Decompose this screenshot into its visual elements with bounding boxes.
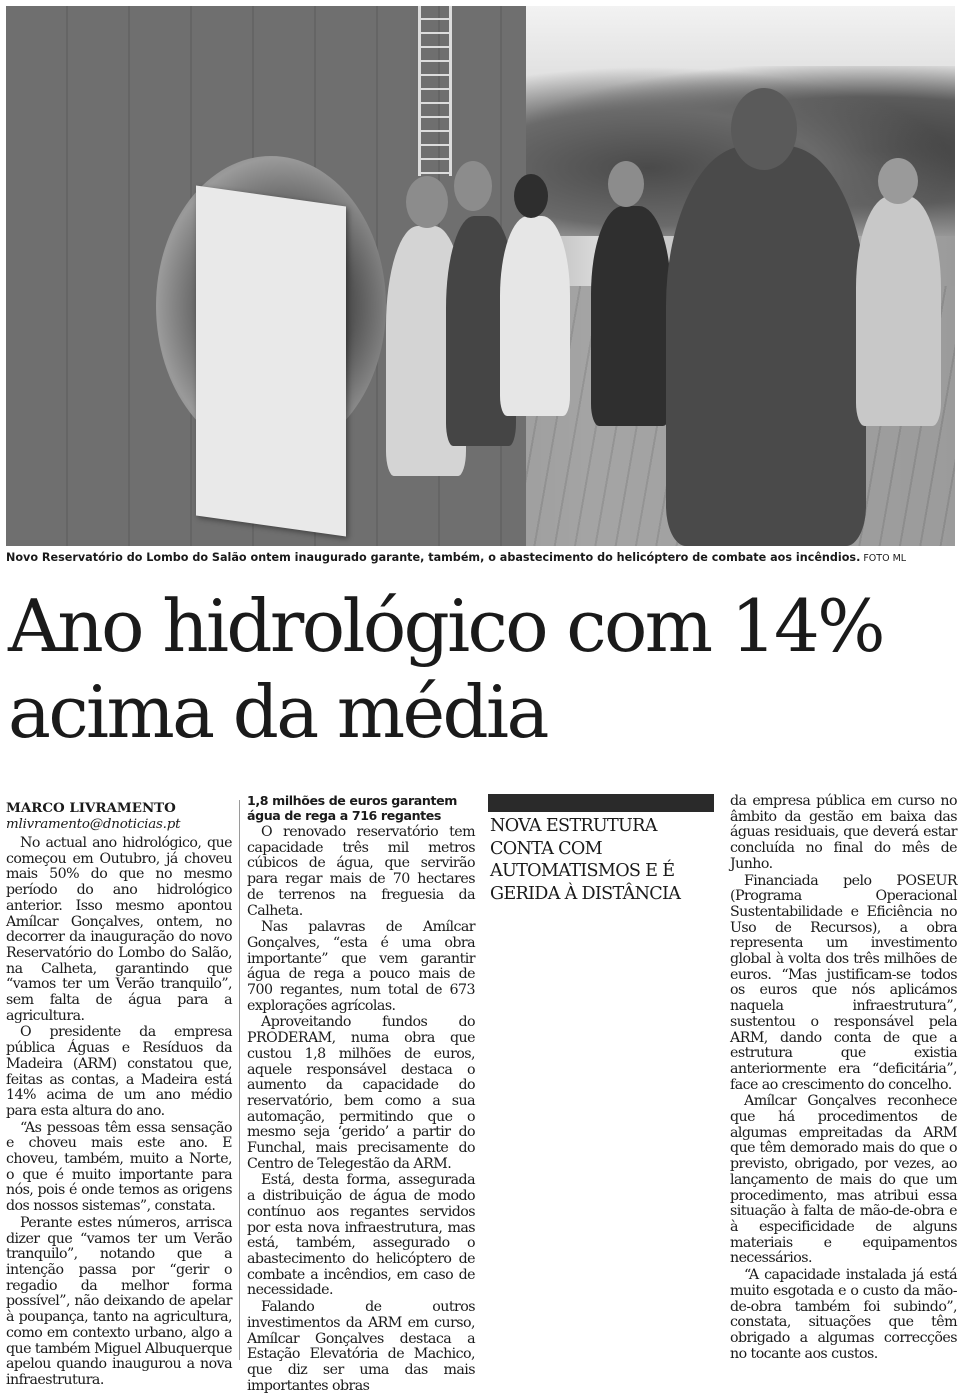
paragraph: Está, desta forma, assegurada a distribuição de água de modo contínuo aos regantes servidos por esta nova infraestrutura, mas está, também, assegurado o abastecimento do helicóptero de combate a incêndios, em caso de necessidade.: [247, 1172, 475, 1299]
photo-person-head: [454, 161, 492, 211]
headline: Ano hidrológico com 14% acima da média: [8, 584, 883, 754]
paragraph: O renovado reservatório tem capacidade três mil metros cúbicos de água, que servirão para regar mais de 70 hectares de terrenos na freguesia da Calheta.: [247, 824, 475, 919]
paragraph: Falando de outros investimentos da ARM em curso, Amílcar Gonçalves destaca a Estação Elevatória de Machico, que diz ser uma das mais importantes obras: [247, 1299, 475, 1394]
author-name: MARCO LIVRAMENTO: [6, 800, 176, 816]
caption-text: Novo Reservatório do Lombo do Salão ontem inaugurado garante, também, o abastecimento do helicóptero de combate aos incêndios.: [6, 551, 861, 564]
photo-person-head: [608, 161, 644, 207]
photo-ladder: [418, 6, 452, 176]
photo-person: [666, 146, 866, 546]
paragraph: O presidente da empresa pública Águas e Resíduos da Madeira (ARM) constatou que, feitas as contas, a Madeira está 14% acima de um ano médio para esta altura do ano.: [6, 1024, 232, 1119]
photo-caption: [6, 551, 955, 564]
photo-plaque-board: [196, 185, 346, 536]
paragraph: “A capacidade instalada já está muito esgotada e o custo da mão-de-obra também foi subindo”, constata, situações que têm obrigado a algumas correcções no tocante aos custos.: [730, 1267, 957, 1362]
author-email[interactable]: mlivramento@dnoticias.pt: [6, 817, 181, 832]
pull-quote: [488, 794, 714, 905]
paragraph: da empresa pública em curso no âmbito da gestão em baixa das águas residuais, que deverá estar concluída no final do mês de Junho.: [730, 793, 957, 872]
photo-person-head: [878, 158, 918, 204]
news-photo: [6, 6, 955, 546]
paragraph: No actual ano hidrológico, que começou em Outubro, já choveu mais 50% do que no mesmo período do ano hidrológico anterior. Isso mesmo apontou Amílcar Gonçalves, ontem, no decorrer da inauguração do novo Reservatório do Lombo do Salão, na Calheta, garantindo que “vamos ter um Verão tranquilo”, sem falta de água para a agricultura.: [6, 835, 232, 1024]
pull-quote-text: NOVA ESTRUTURA CONTA COM AUTOMATISMOS E É GERIDA À DISTÂNCIA: [490, 816, 681, 904]
paragraph: Perante estes números, arrisca dizer que “vamos ter um Verão tranquilo”, notando que a intenção passa por “gerir o regadio da melhor forma possível”, não deixando de apelar à poupança, tanto na agricultura, como em contexto urbano, algo a que também Miguel Albuquerque apelou quando inaugurou a nova infraestrutura.: [6, 1214, 232, 1388]
article-column-2: [247, 793, 475, 1395]
section-subhead: 1,8 milhões de euros garantem água de rega a 716 regantes: [247, 793, 457, 823]
pull-quote-bar: [488, 794, 714, 812]
column-divider: [239, 800, 240, 1360]
photo-person-head: [514, 174, 548, 218]
photo-person-head: [731, 88, 797, 170]
paragraph: Financiada pelo POSEUR (Programa Operacional Sustentabilidade e Eficiência no Uso de Recursos), a obra representa um investimento global à volta dos três milhões de euros. “Mas justificam-se todos os euros que nós aplicámos naquela infraestrutura”, sustentou o responsável pela ARM, dando conta de que a estrutura que existia anteriormente era “deficitária”, face ao crescimento do concelho.: [730, 872, 957, 1093]
photo-credit: FOTO ML: [863, 553, 907, 564]
photo-person-head: [406, 176, 448, 228]
photo-person: [500, 216, 570, 416]
paragraph: “As pessoas têm essa sensação e choveu mais este ano. E choveu, também, muito a Norte, o que é muito importante para nós, pois é onde temos as origens dos nossos sistemas”, constata.: [6, 1119, 232, 1215]
paragraph: Nas palavras de Amílcar Gonçalves, “esta é uma obra importante” que vem garantir água de rega a pouco mais de 700 regantes, num total de 673 explorações agrícolas.: [247, 919, 475, 1014]
paragraph: Amílcar Gonçalves reconhece que há procedimentos de algumas empreitadas da ARM que têm demorado mais do que o previsto, obrigado, por vezes, ao lançamento de mais do que um procedimento, mas atribui essa situação à falta de mão-de-obra e à especificidade de alguns materiais e equipamentos necessários.: [730, 1093, 957, 1267]
photo-person: [856, 196, 941, 426]
paragraph: Aproveitando fundos do PRODERAM, numa obra que custou 1,8 milhões de euros, aquele responsável destaca o aumento da capacidade do reservatório, bem como a sua automação, permitindo que o mesmo seja ‘gerido’ a partir do Funchal, mais precisamente do Centro de Telegestão da ARM.: [247, 1014, 475, 1172]
article-column-1: [6, 800, 232, 1390]
photo-person: [591, 206, 671, 426]
article-column-4: [730, 794, 957, 1363]
